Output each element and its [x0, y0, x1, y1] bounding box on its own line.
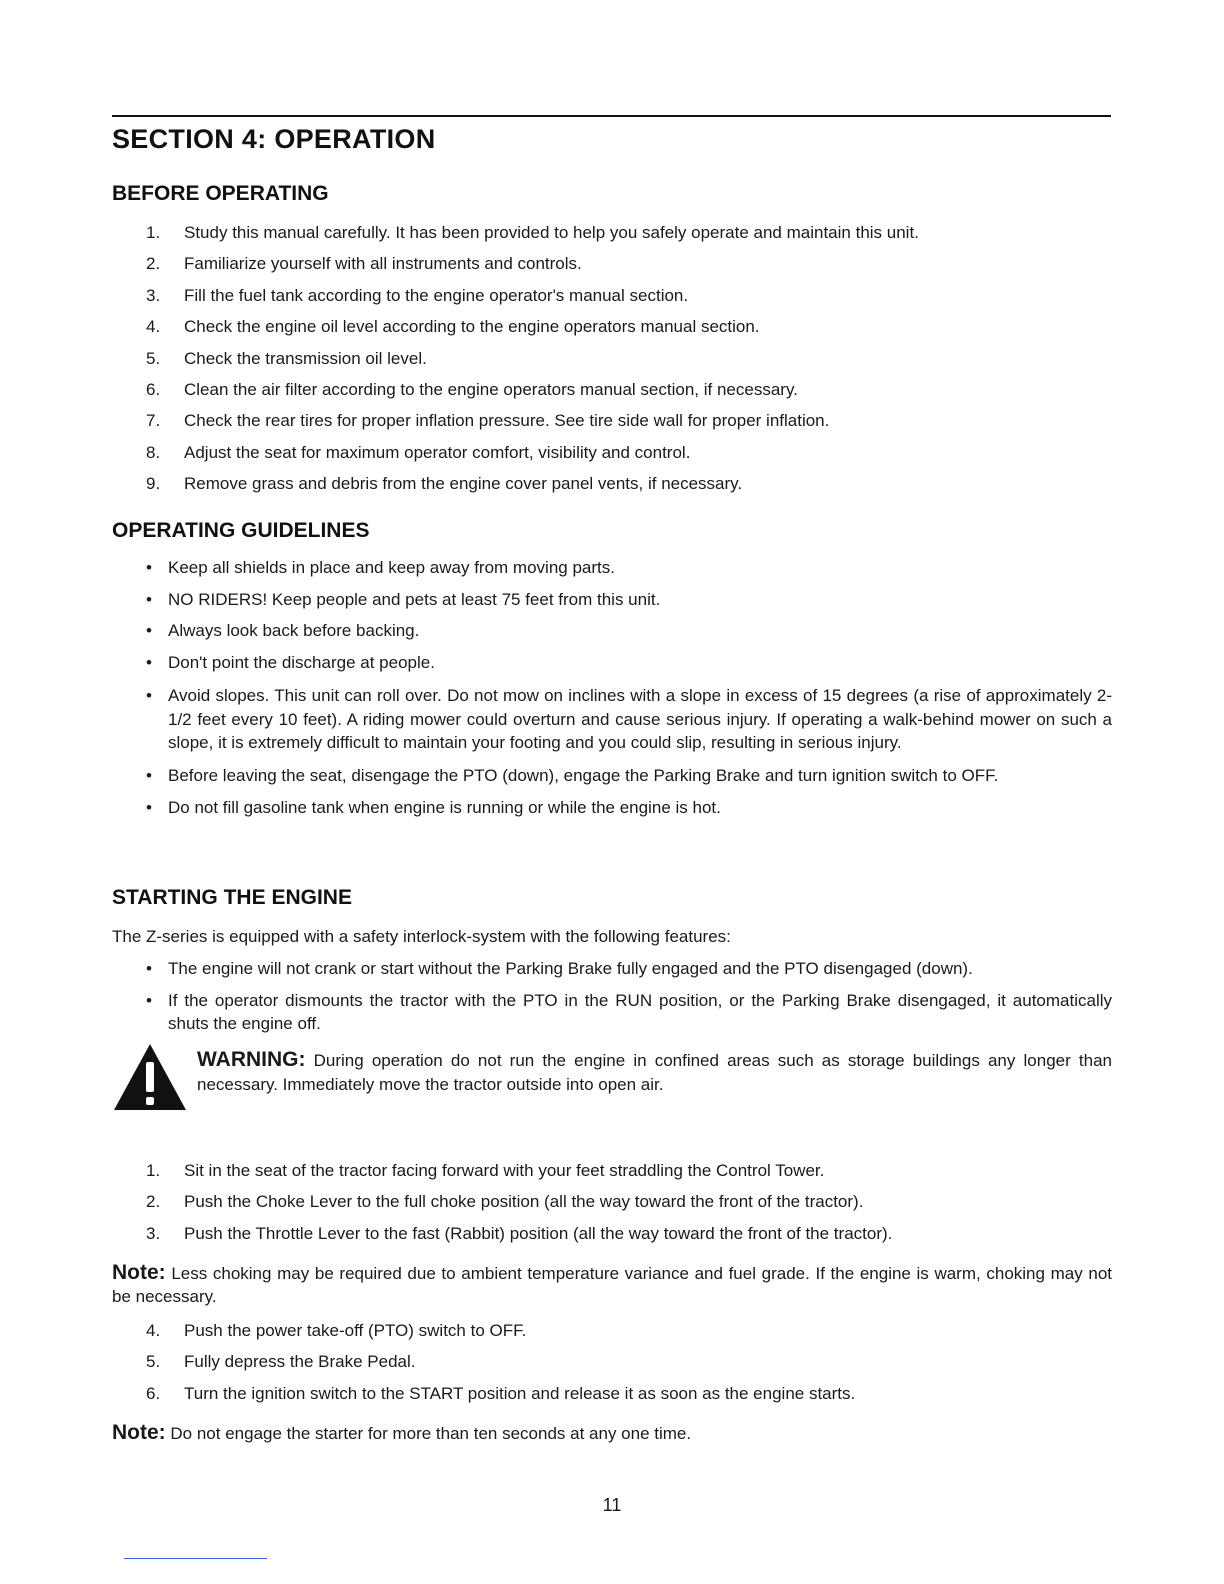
item-text: Check the transmission oil level. [184, 348, 427, 368]
list-item [146, 957, 1112, 981]
list-item [146, 651, 1112, 675]
item-text: NO RIDERS! Keep people and pets at least 75 feet from this unit. [168, 589, 661, 609]
item-number: 5. [146, 348, 161, 368]
item-text: Before leaving the seat, disengage the PTO (down), engage the Parking Brake and turn ignition switch to OFF. [168, 765, 999, 785]
item-number: 4. [146, 1321, 161, 1340]
bullet: • [146, 652, 152, 672]
list-item [146, 684, 1112, 755]
item-text: Familiarize yourself with all instruments and controls. [184, 254, 582, 274]
item-text: Check the engine oil level according to the engine operators manual section. [184, 317, 760, 337]
item-text: Push the power take-off (PTO) switch to OFF. [184, 1321, 527, 1340]
list-item [146, 588, 1112, 612]
bullet: • [146, 558, 152, 577]
item-number: 1. [146, 1161, 161, 1180]
operating-guidelines-list [146, 556, 1112, 820]
note-text: Do not engage the starter for more than ten seconds at any one time. [165, 1424, 692, 1443]
item-text: Push the Throttle Lever to the fast (Rabbit) position (all the way toward the front of the tractor). [184, 1223, 893, 1243]
starting-engine-heading: STARTING THE ENGINE [112, 886, 352, 909]
section-title: SECTION 4: OPERATION [112, 124, 436, 154]
bullet: • [146, 798, 152, 817]
list-item [146, 556, 1112, 580]
bullet: • [146, 990, 152, 1010]
item-number: 6. [146, 1383, 161, 1403]
item-text: Always look back before backing. [168, 621, 420, 640]
item-text: Fully depress the Brake Pedal. [184, 1352, 416, 1372]
bottom-rule [124, 1558, 267, 1559]
warning-text [197, 1048, 1112, 1097]
item-number: 2. [146, 254, 161, 274]
bullet: • [146, 621, 152, 640]
list-item [146, 989, 1112, 1036]
item-number: 2. [146, 1192, 161, 1212]
page-number: 11 [602, 1495, 622, 1515]
item-text: Remove grass and debris from the engine cover panel vents, if necessary. [184, 474, 743, 494]
item-text: Check the rear tires for proper inflation pressure. See tire side wall for proper inflation. [184, 411, 830, 431]
bullet: • [146, 765, 152, 785]
item-text: Don't point the discharge at people. [168, 652, 435, 672]
starting-engine-intro: The Z-series is equipped with a safety interlock-system with the following features: [112, 927, 731, 946]
note-choking [112, 1261, 1112, 1308]
item-number: 6. [146, 379, 161, 399]
operating-guidelines-heading: OPERATING GUIDELINES [112, 519, 370, 542]
bullet: • [146, 686, 152, 705]
item-number: 3. [146, 285, 161, 305]
item-text: Do not fill gasoline tank when engine is running or while the engine is hot. [168, 798, 721, 817]
warning-label: WARNING: [197, 1048, 306, 1071]
note-text: Less choking may be required due to ambient temperature variance and fuel grade. If the engine is warm, choking may not be necessary. [112, 1264, 1112, 1306]
item-text: Push the Choke Lever to the full choke position (all the way toward the front of the tractor). [184, 1192, 864, 1212]
item-text: Keep all shields in place and keep away from moving parts. [168, 558, 615, 577]
list-item [146, 796, 1112, 820]
item-number: 4. [146, 317, 161, 337]
item-text: If the operator dismounts the tractor with the PTO in the RUN position, or the Parking Brake disengaged, it automatically shuts the engine off. [168, 990, 1112, 1033]
top-rule [112, 115, 1111, 117]
item-text: Study this manual carefully. It has been provided to help you safely operate and maintain this unit. [184, 223, 919, 242]
item-text: Clean the air filter according to the engine operators manual section, if necessary. [184, 379, 798, 399]
item-number: 9. [146, 474, 161, 494]
bullet: • [146, 589, 152, 609]
item-number: 7. [146, 411, 161, 431]
item-text: Sit in the seat of the tractor facing forward with your feet straddling the Control Tower. [184, 1161, 825, 1180]
note-label: Note: [112, 1261, 166, 1284]
item-text: Adjust the seat for maximum operator comfort, visibility and control. [184, 442, 691, 462]
item-text: Avoid slopes. This unit can roll over. Do not mow on inclines with a slope in excess of 15 degrees (a rise of approximately 2-1/2 feet every 10 feet). A riding mower could overturn and cause serious injury. If operating a walk-behind mower on such a slope, it is extremely difficult to maintain your footing and you could slip, resulting in serious injury. [168, 686, 1112, 752]
bullet: • [146, 959, 152, 978]
note-starter [112, 1421, 1112, 1445]
note-label: Note: [112, 1421, 166, 1444]
item-number: 3. [146, 1223, 161, 1243]
item-text: The engine will not crank or start without the Parking Brake fully engaged and the PTO disengaged (down). [168, 959, 973, 978]
item-number: 5. [146, 1352, 161, 1372]
item-number: 8. [146, 442, 161, 462]
warning-body: During operation do not run the engine in confined areas such as storage buildings any longer than necessary. Immediately move the tractor outside into open air. [197, 1051, 1112, 1094]
before-operating-heading: BEFORE OPERATING [112, 182, 329, 205]
item-text: Fill the fuel tank according to the engine operator's manual section. [184, 285, 689, 305]
list-item [146, 619, 1112, 643]
interlock-features-list [146, 957, 1112, 1036]
item-text: Turn the ignition switch to the START position and release it as soon as the engine starts. [184, 1383, 856, 1403]
list-item [146, 764, 1112, 788]
warning-triangle-icon [112, 1042, 188, 1112]
item-number: 1. [146, 223, 161, 242]
